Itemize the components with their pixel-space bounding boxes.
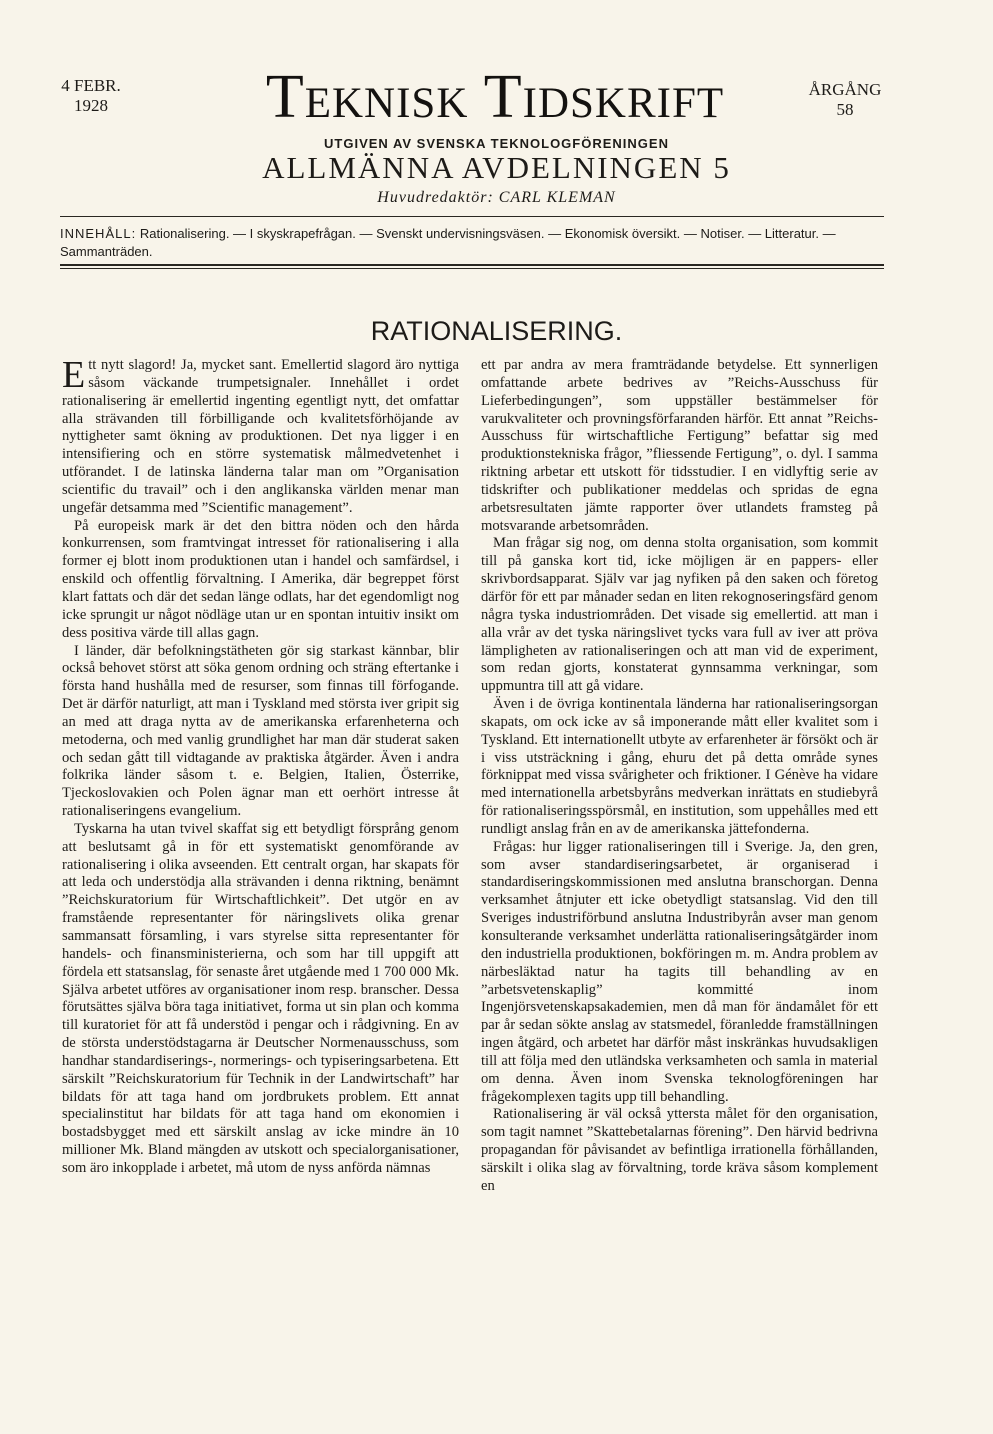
paragraph: Man frågar sig nog, om denna stolta organisation, som kommit till på ganska kort tid, icke möjligen är en pappers- eller skrivbordsapparat. Själv var jag nyfiken på den saken och företog därför för ett par månader sedan en liten rekognoseringsfärd genom några tyska industriområden. Det visade sig emellertid. att man i alla vrår av det tyska näringslivet tycks vara full av iver att pröva lämpligheten av rationaliseringen och att man vid de experiment, som redan gjorts, konstaterat gynnsamma verkningar, som uppmuntra till att gå vidare. [481,535,878,695]
contents-rule-thin [60,268,884,269]
journal-title: Teknisk Tidskrift [265,63,725,131]
publisher-line: UTGIVEN AV SVENSKA TEKNOLOGFÖRENINGEN [324,136,669,151]
table-of-contents [60,225,888,261]
drop-cap: E [62,354,86,396]
article-column-left [62,354,459,1178]
paragraph: I länder, där befolkningstätheten gör sig starkast kännbar, blir också behovet störst att söka genom ordning och sträng eftertanke i första hand hushålla med de resurser, som finnas till förfogande. Det är därför naturligt, att man i Tyskland med största iver gripit sig an med att draga nytta av de amerikanska erfarenheterna och metoderna, och med vanlig grundlighet har man där studerat saken och sedan gått till vidtagande av praktiska åtgärder. Även i andra folkrika länder såsom t. e. Belgien, Italien, Österrike, Tjeckoslovakien och Polen ägnar man ett oerhört intresse åt rationaliseringens evangelium. [62,642,459,820]
article-column-right [481,357,878,1196]
paragraph: Frågas: hur ligger rationaliseringen till i Sverige. Ja, den gren, som avser standardiseringsarbetet, är organiserad i standardiseringskommissionen med anslutna branschorgan. Denna verksamhet åtnjuter ett icke obetydligt statsanslag. Vid den till Sveriges industriförbund anslutna Industribyrån avser man genom konsulterande verksamhet underlätta rationaliseringsåtgärder inom den industriella produktionen, bokföringen m. m. Andra problem av närbesläktad natur ha tagits till behandling av en ”arbetsvetenskaplig” kommitté inom Ingenjörsvetenskapsakademien, men då man för ändamålet för ett par år sedan sökte anslag av statsmedel, föranledde framställningen ingen åtgärd, och arbetet har därför måst inskränkas huvudsakligen till att följa med den utländska verksamheten och samla in material om denna. Även inom Svenska teknologföreningen har frågekomplexen tagits upp till behandling. [481,838,878,1105]
toc-label: INNEHÅLL: [60,226,137,241]
editor-line: Huvudredaktör: CARL KLEMAN [377,189,616,206]
issue-date-year: 1928 [74,96,108,115]
volume-info [800,80,890,120]
paragraph-text: tt nytt slagord! Ja, mycket sant. Emellertid slagord äro nyttiga såsom väckande trumpetsignaler. Innehållet i ordet rationalisering är emellertid ingenting egentligt nytt, det omfattar alla strävanden till förbilligande och kvalitetsförhöjande av nyttigheter samt ökning av produktionen. Det nya ligger i en intensifiering och en större systematisk målmedvetenhet i utförandet. I de latinska länderna talar man om ”Organisation scientific du travail” och i den anglikanska världen menar man ungefär detsamma med ”Scientific management”. [62,357,459,516]
section-title: ALLMÄNNA AVDELNINGEN 5 [262,150,731,185]
contents-rule-thick [60,264,884,266]
issue-date-day: 4 FEBR. [61,76,121,95]
paragraph: På europeisk mark är det den bittra nöden och den hårda konkurrensen, som framtvingat intresset för rationalisering i alla former ej blott inom produktionen utan i handel och samfärdsel, i enskild och offentlig förvaltning. I Amerika, där begreppet först klart fattats och där det sedan länge odlats, har det egendomligt nog icke sprungit ur något nödläge utan ur en spontan intuitiv insikt om dess positiva värde till allas gagn. [62,517,459,641]
article-title: RATIONALISERING. [370,316,623,346]
toc-items: Rationalisering. — I skyskrapefrågan. — Svenskt undervisningsväsen. — Ekonomisk översikt. — Notiser. — Litteratur. — Sammanträden. [60,226,836,259]
paragraph: Tyskarna ha utan tvivel skaffat sig ett betydligt försprång genom att beslutsamt gå in för ett systematiskt genomförande av rationalisering i olika avseenden. Ett centralt organ, har skapats för att leda och understödja alla strävanden i denna riktning, benämnt ”Reichskuratorium für Wirtschaftlichkeit”. Det utgör en av framstående representanter för näringslivets olika grenar sammansatt församling, i vars styrelse sitta representanter för handels- och finansministerierna, och som har till uppgift att fördela ett statsanslag, för senaste året utgående med 1 700 000 Mk. Själva arbetet utföres av organisationer inom resp. branscher. Dessa förutsättes själva böra taga initiativet, forma ut sin plan och komma till kuratoriet för att få understöd i pengar och i rådgivning. En av de största understödstagarna är Deutscher Normenausschuss, som handhar standardiserings-, normerings- och typiseringsarbetena. Ett särskilt ”Reichskuratorium für Technik in der Landwirtschaft” har bildats för att taga hand om jordbrukets problem. Ett annat specialinstitut har bildats för att taga hand om ekonomien i bostadsbygget med ett särskilt anslag av icke mindre än 10 millioner Mk. Bland mängden av utskott och specialorganisationer, som äro inkopplade i arbetet, må utom de nyss anförda nämnas [62,820,459,1176]
paragraph: ett par andra av mera framträdande betydelse. Ett synnerligen omfattande arbete bedrives av ”Reichs-Ausschuss für Lieferbedingungen”, som uppställer bestämmelser för varukvaliteter och provningsförfaranden härför. Ett annat ”Reichs-Ausschuss für wirtschaftliche Fertigung” befattar sig med produktionstekniska frågor, ”fliessende Fertigung”, o. dyl. I samma riktning arbetar ett utskott för tidsstudier. I en vidlyftig serie av tidskrifter och publikationer meddelas och spridas de egna arbetsresultaten jämte rapporter över utlandets framsteg på motsvarande arbetsområden. [481,357,878,534]
volume-label: ÅRGÅNG [808,80,882,99]
volume-number: 58 [836,100,854,119]
paragraph [62,354,459,518]
header-rule [60,216,884,217]
issue-date [56,76,126,116]
paragraph: Rationalisering är väl också yttersta målet för den organisation, som tagit namnet ”Skattebetalarnas förening”. Den härvid bedrivna propagandan för påvisandet av befintliga irrationella förhållanden, särskilt i olika slag av förvaltning, torde kräva såsom komplement en [481,1106,878,1194]
paragraph: Även i de övriga kontinentala länderna har rationaliseringsorgan skapats, om ock icke av så imponerande mått eller kvalitet som i Tyskland. Ett internationellt utbyte av erfarenheter är försökt och är i viss utsträckning i gång, ehuru det på detta område synes förknippat med vissa svårigheter och friktioner. I Génève ha vidare med internationella arbetsbyråns medverkan inrättats en studiebyrå för rationaliseringsspörsmål, en institution, som uppehålles med ett rundligt anslag från en av de amerikanska jättefonderna. [481,696,878,837]
